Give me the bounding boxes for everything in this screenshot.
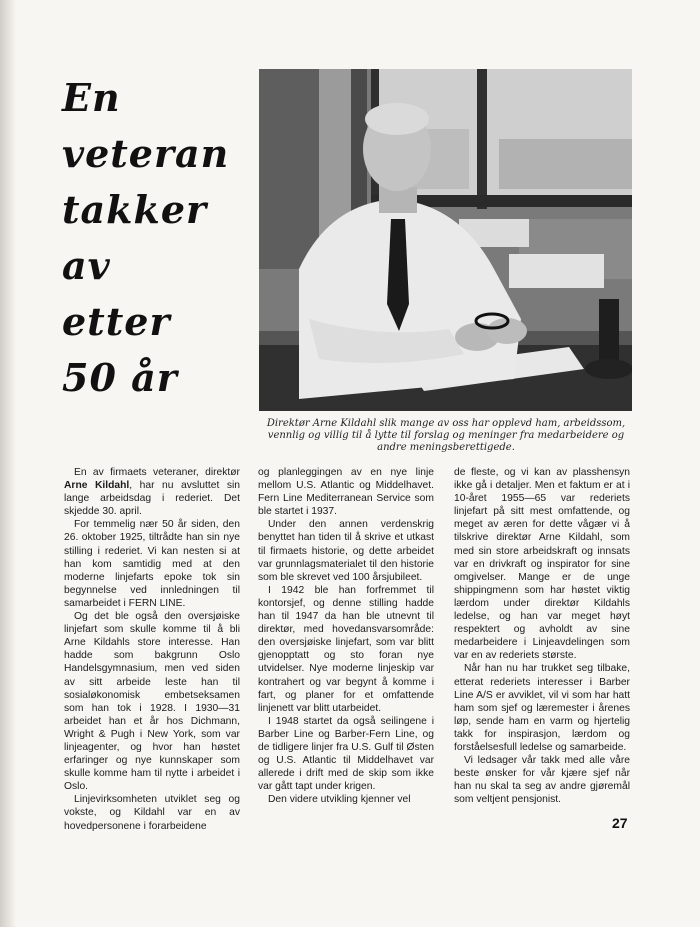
page-binding-shadow (0, 0, 16, 927)
headline-line: En (62, 75, 121, 120)
article-column-3 (454, 466, 630, 806)
headline-line: etter (62, 299, 171, 344)
paragraph-text: , har nu avsluttet sin lange arbeidsdag i rederiet. Det skjedde 30. april. (64, 480, 240, 518)
article-paragraph: og planleggingen av en nye linje mellom U.S. Atlantic og Middelhavet. Fern Line Mediterranean Service som ble startet i 1937. (258, 467, 434, 518)
article-paragraph: Når han nu har trukket seg tilbake, etterat rederiets interesser i Barber Line A/S er avviklet, vil vi som har hatt ham som sjef og læremester i årenes løp, sende ham en varm og hjertelig takk for inspirasjon, lærdom og forståelsesfull ledelse og samarbeide. (454, 663, 630, 753)
article-column-2 (258, 466, 434, 806)
article-paragraph: de fleste, og vi kan av plasshensyn ikke gå i detaljer. Men et faktum er at i 10-året 1955—65 var rederiets linjefart på sitt mest omfattende, og meget av æren for dette vågær vi å tilskrive direktør Arne Kildahl, som med sin store arbeidskraft og innsats var en drivkraft og inspirator for sine omgivelser. Mange er de unge shippingmenn som har høstet viktig lærdom under direktør Kildahls ledelse, og han var meget høyt respektert og avholdt av sine medarbeidere i Linjeavdelingen som var en av rederiets største. (454, 467, 630, 662)
article-headline (62, 70, 252, 406)
article-paragraph: I 1948 startet da også seilingene i Barber Line og Barber-Fern Line, og de tidligere linjer fra U.S. Gulf til Østen og U.S. Atlantic til Middelhavet var allerede i drift med de skip som ikke var gått tapt under krigen. (258, 715, 434, 793)
article-paragraph: Linjevirksomheten utviklet seg og vokste, og Kildahl var en av hovedpersonene i forarbeidene (64, 794, 240, 832)
portrait-photo (259, 69, 632, 411)
article-paragraph: Vi ledsager vår takk med alle våre beste ønsker for vår kjære sjef når han nu skal ta seg av andre gjøremål som veltjent pensjonist. (454, 755, 630, 806)
person-name: Arne Kildahl (64, 480, 130, 492)
headline-line: veteran (62, 131, 230, 176)
headline-line: takker (62, 187, 208, 232)
photo-caption: Direktør Arne Kildahl slik mange av oss har opplevd ham, arbeidssom, vennlig og villig til å lytte til forslag og meninger fra medarbeidere og andre meningsberettigede. (266, 418, 626, 453)
article-paragraph: For temmelig nær 50 år siden, den 26. oktober 1925, tiltrådte han sin nye stilling i rederiet. Vi kan nesten si at han kom samtidig med at den moderne linjefarts epoke tok sin begynnelse ved innledningen til samarbeidet i FERN LINE. (64, 519, 240, 609)
headline-line: 50 år (62, 355, 178, 400)
page-number: 27 (612, 815, 628, 831)
article-paragraph (64, 466, 240, 518)
headline-line: av (62, 243, 111, 288)
paragraph-text: En av firmaets veteraner, direktør (74, 467, 240, 478)
article-column-1 (64, 466, 240, 833)
article-paragraph: I 1942 ble han forfremmet til kontorsjef, og denne stilling hadde han til 1947 da han ble utnevnt til direktør, med hovedansvarsområde: den oversjøiske linjefart, som var blitt gjenopptatt og sto foran nye utvidelser. Nye moderne linjeskip var kontrahert og var begynt å komme i fart, og planer for et omfattende linjenett var blitt utarbeidet. (258, 584, 434, 714)
article-paragraph: Den videre utvikling kjenner vel (268, 794, 411, 806)
article-paragraph: Og det ble også den oversjøiske linjefart som skulle komme til å bli Arne Kildahls store interesse. Han hadde som bakgrunn Oslo Handelsgymnasium, men ved siden av sitt arbeide leste han til sosialøkonomisk embetseksamen som han tok i 1928. I 1930—31 arbeidet han et år hos Dichmann, Wright & Pugh i New York, som var linjeagenter, og hvor han høstet erfaringer og nye kunnskaper som skulle komme ham til nytte i arbeidet i Oslo. (64, 611, 240, 793)
article-paragraph: Under den annen verdenskrig benyttet han tiden til å skrive et utkast til firmaets historie, og dette arbeidet var grunnlagsmaterialet til den historie som ble skrevet ved 100 årsjubileet. (258, 519, 434, 583)
